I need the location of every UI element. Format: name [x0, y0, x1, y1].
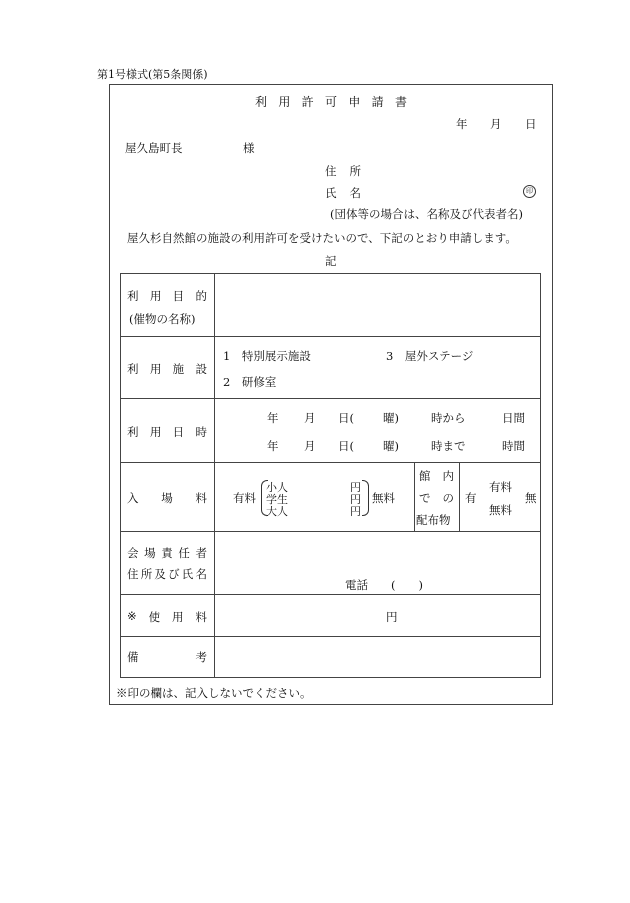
usage-fee-yen: 円: [386, 610, 398, 624]
seal-mark: 印: [523, 185, 536, 198]
group-note: (団体等の場合は、名称及び代表者名): [330, 207, 523, 221]
fee-label: 入 場 料: [127, 491, 207, 505]
facility-option-1[interactable]: 1 特別展示施設: [223, 349, 311, 363]
label-divider: [214, 273, 215, 677]
distribution-label-3: 配布物: [416, 513, 451, 527]
datetime-label: 利 用 日 時: [127, 425, 207, 439]
facility-label: 利 用 施 設: [127, 362, 207, 376]
start-time: 時から: [431, 411, 466, 425]
facility-option-3[interactable]: 3 屋外ステージ: [386, 349, 474, 363]
fee-paid-option[interactable]: 有料: [233, 491, 256, 505]
document-title: 利 用 許 可 申 請 書: [255, 95, 407, 109]
distribution-label-2: で の: [419, 491, 454, 505]
usage-fee-label: ※ 使 用 料: [127, 609, 207, 624]
end-day: 日(: [338, 439, 354, 453]
category-student: 学生: [266, 493, 288, 506]
distribution-no[interactable]: 無: [525, 491, 537, 505]
date-month-label: 月: [490, 117, 502, 131]
fee-free-option[interactable]: 無料: [372, 491, 395, 505]
phone-field[interactable]: 電話 ( ): [345, 578, 423, 592]
row-divider: [120, 462, 541, 463]
distribution-label-1: 館 内: [419, 469, 454, 483]
date-day-label: 日: [525, 117, 537, 131]
row-divider: [120, 398, 541, 399]
category-child: 小人: [266, 481, 288, 494]
row-divider: [120, 531, 541, 532]
yen-student: 円: [350, 493, 361, 506]
addressee-name: 屋久島町長: [125, 141, 183, 155]
facility-option-2[interactable]: 2 研修室: [223, 375, 277, 389]
end-time: 時まで: [431, 439, 466, 453]
yen-adult: 円: [350, 505, 361, 518]
row-divider: [120, 336, 541, 337]
end-year: 年: [267, 439, 279, 453]
end-month: 月: [304, 439, 316, 453]
remarks-field[interactable]: [216, 638, 539, 676]
name-label: 氏 名: [325, 186, 361, 200]
purpose-field[interactable]: [216, 275, 539, 335]
manager-label-1: 会 場 責 任 者: [127, 546, 207, 560]
fee-divider: [414, 462, 415, 531]
ki-heading: 記: [325, 254, 337, 268]
right-brace: [362, 480, 369, 516]
end-weekday: 曜): [383, 439, 399, 453]
hours-count: 時間: [502, 439, 525, 453]
form-number: 第1号様式(第5条関係): [97, 68, 208, 81]
addressee-honorific: 様: [243, 141, 255, 155]
purpose-label: 利 用 目 的: [127, 289, 207, 303]
date-year-label: 年: [456, 117, 468, 131]
days-count: 日間: [502, 411, 525, 425]
address-label: 住 所: [325, 164, 361, 178]
purpose-sublabel: (催物の名称): [129, 312, 196, 326]
row-divider: [120, 636, 541, 637]
category-adult: 大人: [266, 505, 288, 518]
distribution-yes[interactable]: 有: [465, 491, 477, 505]
manager-label-2: 住 所 及 び 氏 名: [127, 567, 207, 581]
distribution-free[interactable]: 無料: [489, 503, 512, 517]
footnote: ※印の欄は、記入しないでください。: [116, 686, 312, 700]
start-day: 日(: [338, 411, 354, 425]
start-weekday: 曜): [383, 411, 399, 425]
row-divider: [120, 594, 541, 595]
start-month: 月: [304, 411, 316, 425]
fee-divider: [459, 462, 460, 531]
start-year: 年: [267, 411, 279, 425]
remarks-label: 備 考: [127, 650, 207, 664]
distribution-paid[interactable]: 有料: [489, 480, 512, 494]
intro-text: 屋久杉自然館の施設の利用許可を受けたいので、下記のとおり申請します。: [127, 231, 517, 245]
yen-child: 円: [350, 481, 361, 494]
